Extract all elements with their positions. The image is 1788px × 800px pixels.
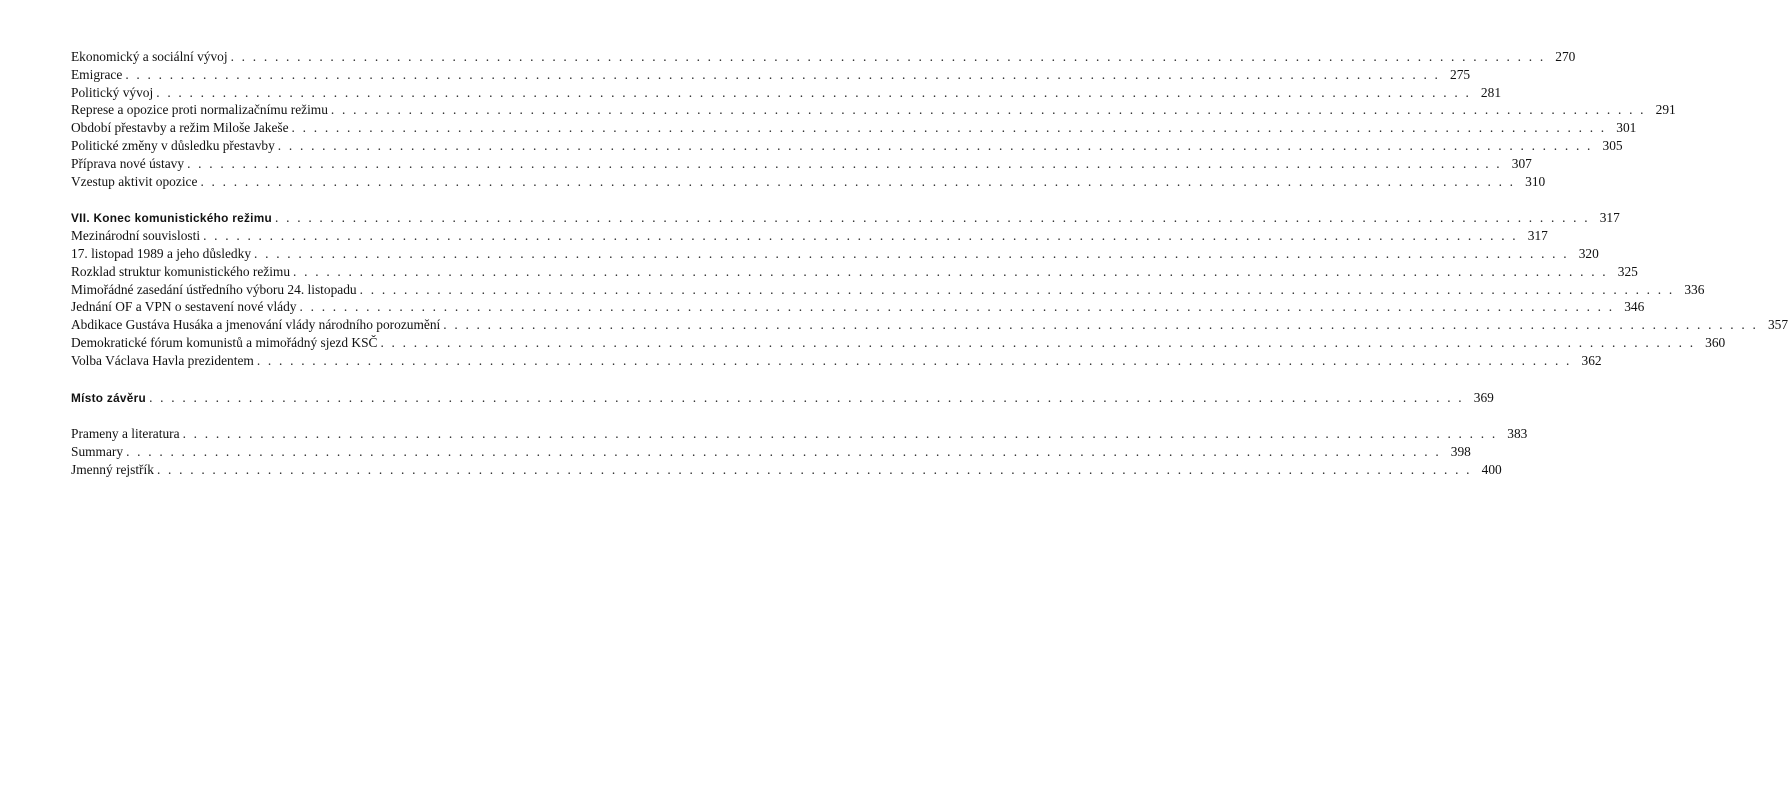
toc-entry-page: 360 xyxy=(1705,334,1726,350)
toc-entry-page: 336 xyxy=(1684,281,1705,297)
toc-entry-page: 357 xyxy=(1767,317,1788,333)
dot-leader xyxy=(200,227,1522,245)
toc-chapter-title: VII. Konec komunistického režimu xyxy=(71,211,273,226)
section-gap xyxy=(71,370,499,389)
toc-entry-title: Jmenný rejstřík xyxy=(71,461,154,477)
toc-entry-page: 383 xyxy=(1507,426,1528,442)
toc-entry-title: 17. listopad 1989 a jeho důsledky xyxy=(71,245,252,261)
toc-entry xyxy=(71,66,1471,84)
dot-leader xyxy=(357,281,1679,299)
dot-leader xyxy=(122,66,1444,84)
toc-entry-title: Volba Václava Havla prezidentem xyxy=(71,352,254,368)
toc-entry-title: Mimořádné zasedání ústředního výboru 24. listopadu xyxy=(71,281,357,297)
toc-entry-title: Summary xyxy=(71,444,124,460)
toc-entry-title: Ekonomický a sociální vývoj xyxy=(71,49,228,64)
dot-leader xyxy=(290,263,1612,281)
toc-entry-title: Demokratické fórum komunistů a mimořádný sjezd KSČ xyxy=(71,334,378,350)
dot-leader xyxy=(272,209,1594,227)
dot-leader xyxy=(328,101,1650,119)
toc-entry xyxy=(71,316,1788,334)
toc-entry xyxy=(71,48,1576,66)
toc-entry-page: 398 xyxy=(1450,444,1471,460)
dot-leader xyxy=(228,48,1550,66)
section-gap xyxy=(71,190,499,209)
dot-leader xyxy=(440,316,1762,334)
toc-entry-page: 270 xyxy=(1555,49,1576,64)
dot-leader xyxy=(197,173,1519,191)
toc-entry-page: 291 xyxy=(1655,102,1676,118)
toc-entry xyxy=(71,245,1599,263)
toc-entry-title: Vzestup aktivit opozice xyxy=(71,173,198,189)
dot-leader xyxy=(297,298,1619,316)
toc-entry xyxy=(71,281,1705,299)
toc-entry-page: 301 xyxy=(1616,120,1637,136)
toc-entry-title: Mezinárodní souvislosti xyxy=(71,228,201,244)
toc-entry-page: 400 xyxy=(1481,461,1502,477)
toc-entry-title: Emigrace xyxy=(71,66,123,82)
toc-entry-title: Jednání OF a VPN o sestavení nové vlády xyxy=(71,299,297,315)
toc-entry-title: Rozklad struktur komunistického režimu xyxy=(71,263,291,279)
dot-leader xyxy=(184,155,1506,173)
toc-entry xyxy=(71,298,1645,316)
toc-entry xyxy=(71,443,1471,461)
toc-entry-title: Prameny a literatura xyxy=(71,426,180,442)
toc-entry xyxy=(71,352,1602,370)
toc-entry-page: 307 xyxy=(1511,155,1532,171)
toc-entry xyxy=(71,84,1502,102)
toc-entry-title: Politické změny v důsledku přestavby xyxy=(71,137,275,153)
toc-conclusion-page: 369 xyxy=(1473,389,1494,405)
section-gap xyxy=(71,406,499,425)
toc-entry-title: Příprava nové ústavy xyxy=(71,155,185,171)
toc-entry-page: 281 xyxy=(1480,84,1502,100)
dot-leader xyxy=(275,137,1597,155)
toc-entry xyxy=(71,101,1676,119)
table-of-contents xyxy=(71,48,1788,479)
toc-chapter-heading xyxy=(71,209,1620,227)
dot-leader xyxy=(289,119,1611,137)
toc-entry xyxy=(71,461,1502,479)
dot-leader xyxy=(146,389,1468,407)
toc-entry xyxy=(71,155,1532,173)
toc-entry xyxy=(71,227,1548,245)
dot-leader xyxy=(180,425,1502,443)
toc-entry-title: Období přestavby a režim Miloše Jakeše xyxy=(71,120,289,136)
toc-entry-title: Politický vývoj xyxy=(71,84,154,100)
dot-leader xyxy=(153,84,1475,102)
toc-entry xyxy=(71,263,1638,281)
toc-entry xyxy=(71,425,1528,443)
toc-entry xyxy=(71,334,1726,352)
toc-entry xyxy=(71,119,1637,137)
dot-leader xyxy=(254,352,1576,370)
toc-entry-page: 325 xyxy=(1617,263,1638,279)
toc-entry-page: 305 xyxy=(1602,137,1623,153)
toc-entry-page: 346 xyxy=(1624,299,1645,315)
toc-entry-page: 275 xyxy=(1450,66,1471,82)
toc-conclusion-heading xyxy=(71,389,1494,407)
toc-entry xyxy=(71,173,1546,191)
toc-chapter-page: 317 xyxy=(1599,210,1620,226)
dot-leader xyxy=(154,461,1476,479)
toc-conclusion-title: Místo závěru xyxy=(71,390,147,405)
toc-entry-page: 317 xyxy=(1527,228,1548,244)
dot-leader xyxy=(251,245,1573,263)
toc-entry-title: Represe a opozice proti normalizačnímu režimu xyxy=(71,102,328,118)
toc-entry-title: Abdikace Gustáva Husáka a jmenování vlády národního porozumění xyxy=(71,317,441,333)
toc-entry xyxy=(71,137,1623,155)
toc-entry-page: 362 xyxy=(1581,352,1602,368)
toc-entry-page: 310 xyxy=(1525,173,1546,189)
dot-leader xyxy=(123,443,1445,461)
toc-entry-page: 320 xyxy=(1578,245,1599,261)
dot-leader xyxy=(377,334,1699,352)
